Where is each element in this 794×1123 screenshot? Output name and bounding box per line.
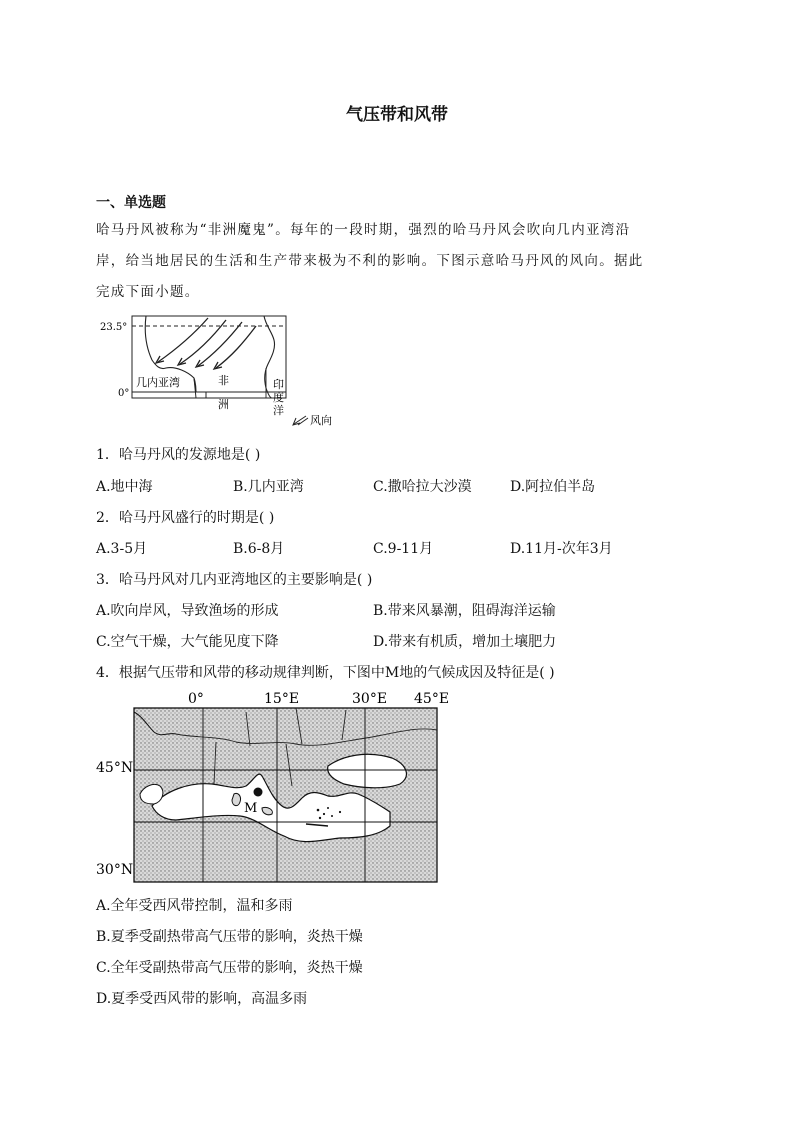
ocean-label-3: 洋 (273, 404, 284, 417)
lon-label-15e: 15°E (264, 691, 300, 707)
wind-arrowhead-1 (156, 356, 164, 363)
equator-label: 0° (118, 388, 130, 399)
gulf-label: 几内亚湾 (136, 376, 180, 389)
intro-line-1: 哈马丹风被称为“非洲魔鬼”。每年的一段时期，强烈的哈马丹风会吹向几内亚湾沿 (96, 222, 631, 238)
q2-option-b: B.6-8月 (233, 541, 285, 557)
q2-option-c: C.9-11月 (373, 541, 434, 557)
q3-option-c: C.空气干燥，大气能见度下降 (96, 634, 279, 650)
q1-option-c: C.撒哈拉大沙漠 (373, 479, 472, 495)
lat-label-30n: 30°N (96, 862, 134, 878)
wind-arrow-2 (180, 320, 226, 364)
intro-line-2: 岸，给当地居民的生活和生产带来极为不利的影响。下图示意哈马丹风的风向。据此 (96, 253, 644, 269)
q4-option-b: B.夏季受副热带高气压带的影响，炎热干燥 (96, 929, 363, 945)
harmattan-wind-map (96, 312, 346, 430)
q4-option-a: A.全年受西风带控制，温和多雨 (96, 898, 293, 914)
q4-option-d: D.夏季受西风带的影响，高温多雨 (96, 991, 308, 1007)
wind-arrowhead-3 (196, 360, 204, 367)
tropic-label: 23.5° (100, 322, 128, 333)
lat-label-45n: 45°N (96, 760, 134, 776)
q3-option-a: A.吹向岸风，导致渔场的形成 (96, 603, 279, 619)
question-4: 4．根据气压带和风带的移动规律判断，下图中M地的气候成因及特征是( ) (96, 665, 555, 681)
question-1: 1．哈马丹风的发源地是( ) (96, 447, 261, 463)
lon-label-0: 0° (188, 691, 204, 707)
lon-label-30e: 30°E (352, 691, 388, 707)
ocean-label-2: 度 (273, 391, 284, 404)
q3-option-d: D.带来有机质，增加土壤肥力 (373, 634, 557, 650)
wind-arrowhead-2 (178, 358, 186, 365)
africa-label-1: 非 (218, 374, 229, 387)
legend-label: 风向 (310, 414, 332, 427)
ocean-label-1: 印 (273, 378, 284, 391)
q2-option-a: A.3-5月 (96, 541, 148, 557)
section-heading: 一、单选题 (96, 195, 166, 211)
africa-label-2: 洲 (218, 398, 229, 411)
q1-option-d: D.阿拉伯半岛 (510, 479, 596, 495)
q2-option-d: D.11月-次年3月 (510, 541, 613, 557)
intro-line-3: 完成下面小题。 (96, 284, 200, 300)
page-title: 气压带和风带 (346, 105, 448, 125)
q1-option-b: B.几内亚湾 (233, 479, 304, 495)
wind-arrowhead-4 (214, 362, 222, 369)
question-3: 3．哈马丹风对几内亚湾地区的主要影响是( ) (96, 572, 373, 588)
mediterranean-map (96, 686, 458, 886)
legend-arrow-icon (293, 416, 308, 425)
lon-label-45e: 45°E (414, 691, 450, 707)
wind-arrow-4 (216, 326, 256, 368)
q4-option-c: C.全年受副热带高气压带的影响，炎热干燥 (96, 960, 363, 976)
sardinia (232, 793, 241, 805)
point-m-label: M (244, 801, 258, 816)
wind-arrow-1 (158, 318, 208, 362)
q3-option-b: B.带来风暴潮，阻碍海洋运输 (373, 603, 556, 619)
q1-option-a: A.地中海 (96, 479, 153, 495)
point-m-marker (254, 788, 263, 797)
question-2: 2．哈马丹风盛行的时期是( ) (96, 510, 275, 526)
